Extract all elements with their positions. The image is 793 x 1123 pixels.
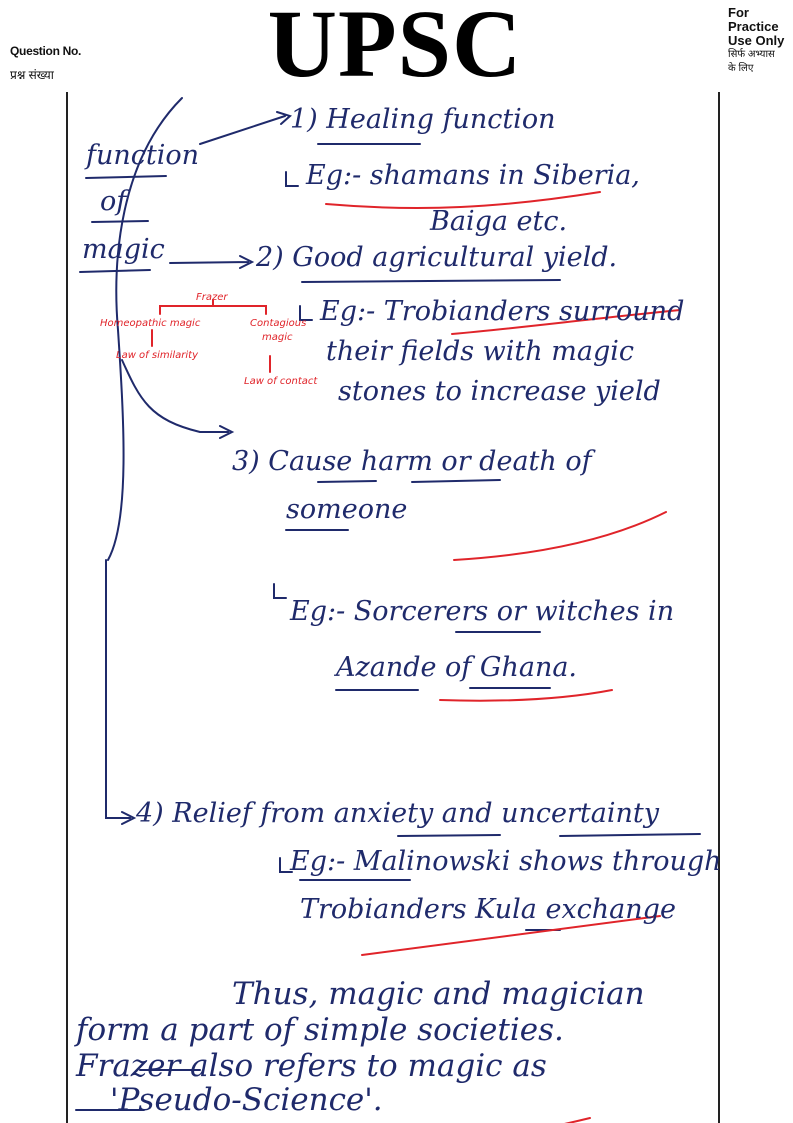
arrow-4 <box>106 560 134 824</box>
arrow-2 <box>170 256 252 268</box>
underline-harm <box>318 480 500 482</box>
underline-azande <box>336 688 550 690</box>
point-4-example-2: Trobianders Kula exchange <box>300 894 676 925</box>
point-3-title-1: 3) Cause harm or death of <box>232 446 592 477</box>
underline-anxiety <box>398 834 700 836</box>
red-underline-3 <box>454 512 666 560</box>
point-2-title: 2) Good agricultural yield. <box>256 242 618 273</box>
point-3-title-2: someone <box>286 494 408 525</box>
conclusion-line-3: Frazer also refers to magic as <box>76 1048 547 1084</box>
arrow-1 <box>200 112 290 144</box>
arrow-3 <box>122 360 232 438</box>
underline-magic <box>80 270 150 272</box>
practice-line-1: For <box>728 5 749 20</box>
question-no-hindi: प्रश्न संख्या <box>10 68 54 82</box>
conclusion-line-4: 'Pseudo-Science'. <box>110 1082 383 1118</box>
red-underline-4 <box>440 690 612 701</box>
question-no-label: Question No. <box>10 44 82 58</box>
point-2-example-2: their fields with magic <box>326 336 634 367</box>
point-1-title: 1) Healing function <box>290 104 556 135</box>
topic-line-2: of <box>100 186 127 217</box>
point-3-example-2: Azande of Ghana. <box>336 652 578 683</box>
practice-hindi-2: के लिए <box>728 63 754 74</box>
conclusion-line-1: Thus, magic and magician <box>232 976 645 1012</box>
hook-eg-1 <box>286 172 298 186</box>
topic-line-3: magic <box>82 234 165 265</box>
red-note-contagious: Contagious <box>250 318 307 329</box>
red-underline-6 <box>334 1118 590 1123</box>
point-3-example-1: Eg:- Sorcerers or witches in <box>290 596 675 627</box>
practice-line-2: Practice <box>728 19 779 34</box>
point-4-example-1: Eg:- Malinowski shows through <box>290 846 722 877</box>
page-title: UPSC <box>267 0 523 97</box>
underline-function <box>86 176 166 178</box>
point-1-example-2: Baiga etc. <box>430 206 568 237</box>
underline-of <box>92 221 148 222</box>
practice-line-3: Use Only <box>728 33 785 48</box>
point-2-example-1: Eg:- Trobianders surround <box>320 296 685 327</box>
topic-line-1: function <box>86 140 200 171</box>
red-note-magic: magic <box>262 332 293 343</box>
red-note-law-similarity: Law of similarity <box>116 350 199 361</box>
conclusion-line-2: form a part of simple societies. <box>76 1012 564 1048</box>
underline-agri <box>302 280 560 282</box>
point-1-example-1: Eg:- shamans in Siberia, <box>306 160 640 191</box>
practice-hindi-1: सिर्फ अभ्यास <box>728 49 775 60</box>
point-2-example-3: stones to increase yield <box>338 376 661 407</box>
red-note-frazer: Frazer <box>196 292 228 303</box>
hook-eg-3 <box>274 584 286 598</box>
red-note-law-contact: Law of contact <box>244 376 318 387</box>
point-4-title: 4) Relief from anxiety and uncertainty <box>136 798 659 829</box>
red-note-homeopathic: Homeopathic magic <box>100 318 201 329</box>
